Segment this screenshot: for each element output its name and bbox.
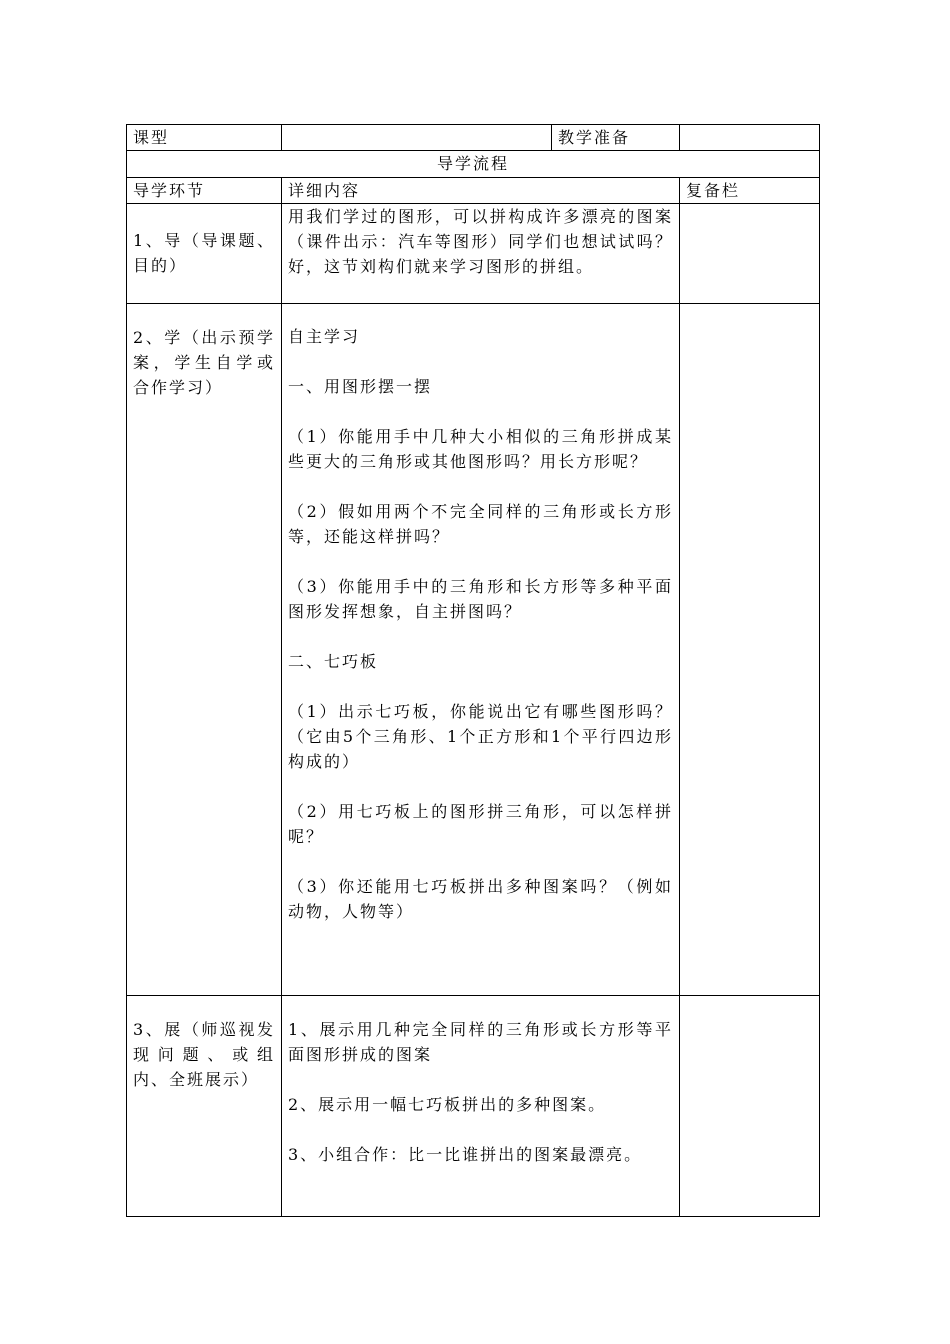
- detail-paragraph: 3、小组合作：比一比谁拼出的图案最漂亮。: [288, 1145, 643, 1164]
- detail-paragraph: （2）用七巧板上的图形拼三角形，可以怎样拼呢？: [288, 802, 673, 846]
- detail-paragraph: 2、展示用一幅七巧板拼出的多种图案。: [288, 1095, 607, 1114]
- prep-value: [680, 125, 820, 151]
- stage-label: 1、导（导课题、目的）: [133, 231, 275, 275]
- lesson-plan-table: [126, 124, 820, 1217]
- lesson-type-value: [282, 125, 552, 151]
- column-stage-header: 导学环节: [127, 178, 282, 204]
- review-cell: [680, 304, 820, 996]
- detail-paragraph: （1）出示七巧板，你能说出它有哪些图形吗？（它由5个三角形、1个正方形和1个平行四边形构成的）: [288, 702, 673, 771]
- column-header-row: [127, 178, 820, 204]
- detail-paragraph: （1）你能用手中几种大小相似的三角形拼成某些更大的三角形或其他图形吗？用长方形呢？: [288, 427, 673, 471]
- flow-title: 导学流程: [127, 151, 820, 178]
- column-review-header: 复备栏: [680, 178, 820, 204]
- prep-label: 教学准备: [552, 125, 680, 151]
- lesson-plan-sheet: [126, 124, 819, 1217]
- stage-label: 3、展（师巡视发现问题、或组内、全班展示）: [133, 1020, 275, 1089]
- detail-paragraph: 二、七巧板: [288, 652, 379, 671]
- detail-paragraph: 一、用图形摆一摆: [288, 377, 433, 396]
- table-row: [127, 996, 820, 1217]
- review-cell: [680, 996, 820, 1217]
- lesson-type-label: 课型: [127, 125, 282, 151]
- review-cell: [680, 204, 820, 304]
- detail-paragraph: 1、展示用几种完全同样的三角形或长方形等平面图形拼成的图案: [288, 1020, 673, 1064]
- column-detail-header: 详细内容: [282, 178, 680, 204]
- detail-paragraph: （3）你能用手中的三角形和长方形等多种平面图形发挥想象，自主拼图吗？: [288, 577, 673, 621]
- table-row: [127, 204, 820, 304]
- table-row: [127, 304, 820, 996]
- detail-paragraph: （3）你还能用七巧板拼出多种图案吗？（例如动物，人物等）: [288, 877, 673, 921]
- detail-paragraph: 自主学习: [288, 327, 361, 346]
- detail-paragraph: （2）假如用两个不完全同样的三角形或长方形等，还能这样拼吗？: [288, 502, 673, 546]
- detail-paragraph: 用我们学过的图形，可以拼构成许多漂亮的图案（课件出示：汽车等图形）同学们也想试试吗？好，这节刘构们就来学习图形的拼组。: [288, 207, 673, 276]
- header-row: [127, 125, 820, 151]
- flow-title-row: [127, 151, 820, 178]
- stage-label: 2、学（出示预学案，学生自学或合作学习）: [133, 328, 275, 397]
